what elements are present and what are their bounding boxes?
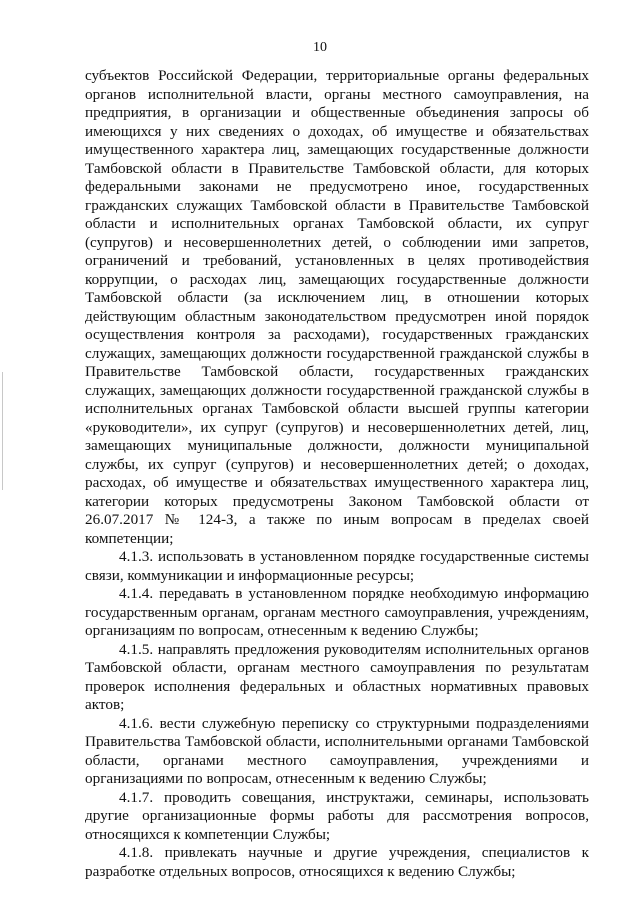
margin-scan-mark xyxy=(2,372,6,490)
paragraph-4-1-4: 4.1.4. передавать в установленном порядке необходимую информацию государственным органам, органам местного самоуправления, учреждениям, организациям по вопросам, отнесенным к ведению Службы; xyxy=(85,585,589,639)
page-number: 10 xyxy=(313,40,327,55)
document-body xyxy=(85,67,589,881)
paragraph-4-1-8: 4.1.8. привлекать научные и другие учреждения, специалистов к разработке отдельных вопросов, относящихся к ведению Службы; xyxy=(85,844,589,880)
paragraph-continuation: субъектов Российской Федерации, территориальные органы федеральных органов исполнительной власти, органы местного самоуправления, на предприятия, в организации и общественные объединения запросы об имеющихся у них сведениях о доходах, об имуществе и обязательствах имущественного характера лиц, замещающих государственные должности Тамбовской области в Правительстве Тамбовской области, для которых федеральными законами не предусмотрено иное, государственных гражданских служащих Тамбовской области в Правительстве Тамбовской области и исполнительных органах Тамбовской области, их супруг (супругов) и несовершеннолетних детей, о соблюдении ими запретов, ограничений и требований, установленных в целях противодействия коррупции, о расходах лиц, замещающих государственные должности Тамбовской области (за исключением лиц, в отношении которых действующим областным законодательством предусмотрен иной порядок осуществления контроля за расходами), государственных гражданских служащих, замещающих должности государственной гражданской службы в Правительстве Тамбовской области, государственных гражданских служащих, замещающих должности государственной гражданской службы в исполнительных органах Тамбовской области высшей группы категории «руководители», их супруг (супругов) и несовершеннолетних детей, лиц, замещающих муниципальные должности, должности муниципальной службы, их супруг (супругов) и несовершеннолетних детей; о доходах, расходах, об имуществе и обязательствах имущественного характера лиц, категории которых предусмотрены Законом Тамбовской области от 26.07.2017 № 124-З, а также по иным вопросам в пределах своей компетенции; xyxy=(85,67,589,547)
paragraph-4-1-5: 4.1.5. направлять предложения руководителям исполнительных органов Тамбовской области, органам местного самоуправления по результатам проверок исполнения федеральных и областных нормативных правовых актов; xyxy=(85,640,589,713)
paragraph-4-1-3: 4.1.3. использовать в установленном порядке государственные системы связи, коммуникации и информационные ресурсы; xyxy=(85,548,589,584)
paragraph-4-1-7: 4.1.7. проводить совещания, инструктажи, семинары, использовать другие организационные формы работы для рассмотрения вопросов, относящихся к компетенции Службы; xyxy=(85,788,589,843)
paragraph-4-1-6: 4.1.6. вести служебную переписку со структурными подразделениями Правительства Тамбовской области, исполнительными органами Тамбовской области, органами местного самоуправления, учреждениями и организациями по вопросам, отнесенным к ведению Службы; xyxy=(85,714,589,787)
